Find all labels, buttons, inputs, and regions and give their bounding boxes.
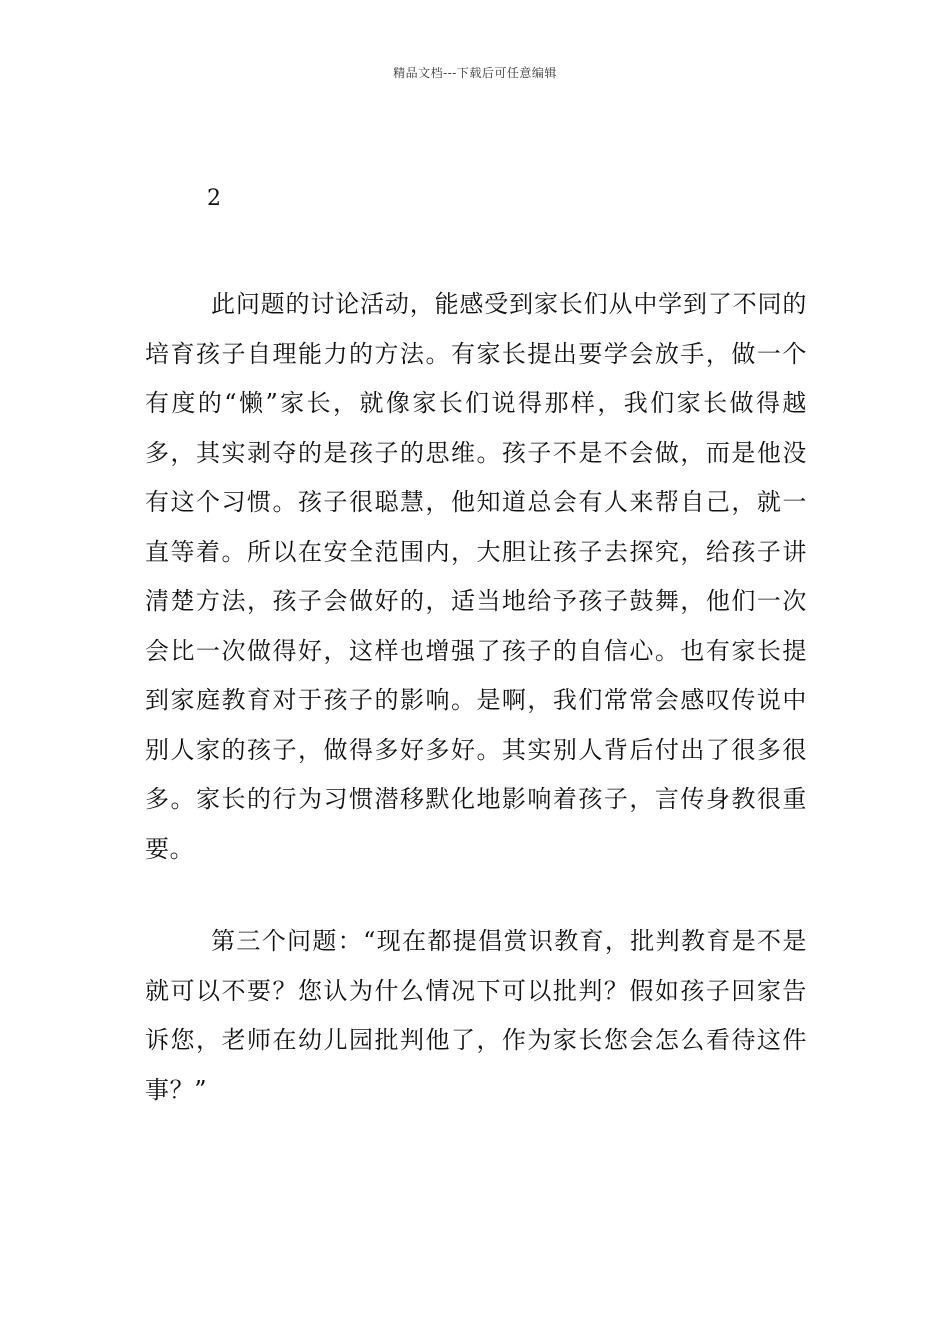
page-header: 精品文档---下载后可任意编辑 — [393, 66, 557, 80]
body-paragraph: 此问题的讨论活动，能感受到家长们从中学到了不同的培育孩子自理能力的方法。有家长提出要学会放手，做一个有度的“懒”家长，就像家长们说得那样，我们家长做得越多，其实剥夺的是孩子的思维。孩子不是不会做，而是他没有这个习惯。孩子很聪慧，他知道总会有人来帮自己，就一直等着。所以在安全范围内，大胆让孩子去探究，给孩子讲清楚方法，孩子会做好的，适当地给予孩子鼓舞，他们一次会比一次做得好，这样也增强了孩子的自信心。也有家长提到家庭教育对于孩子的影响。是啊，我们常常会感叹传说中别人家的孩子，做得多好多好。其实别人背后付出了很多很多。家长的行为习惯潜移默化地影响着孩子，言传身教很重要。 — [145, 290, 807, 863]
body-paragraph: 第三个问题：“现在都提倡赏识教育，批判教育是不是就可以不要？您认为什么情况下可以批判？假如孩子回家告诉您，老师在幼儿园批判他了，作为家长您会怎么看待这件事？” — [145, 927, 807, 1104]
page-number: 2 — [207, 186, 221, 211]
